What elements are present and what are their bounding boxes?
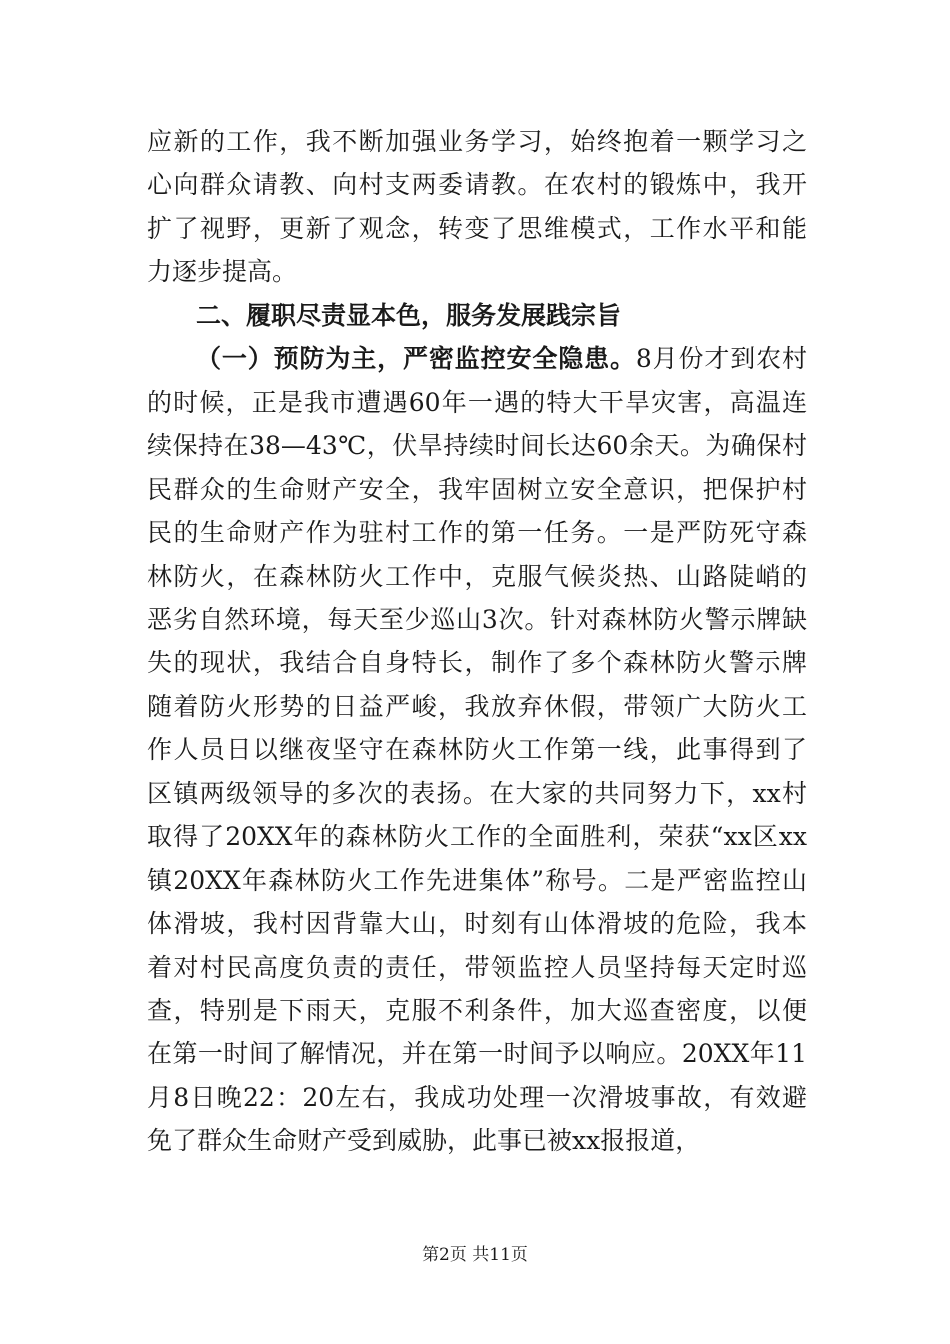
paragraph-line: 林防火，在森林防火工作中，克服气候炎热、山路陡峭的 <box>147 562 807 591</box>
section-heading: 二、履职尽责显本色，服务发展践宗旨 <box>196 301 622 330</box>
paragraph-line: 续保持在38—43℃，伏旱持续时间长达60余天。为确保村 <box>147 431 807 460</box>
page-footer: 第2页 共11页 <box>422 1245 528 1265</box>
paragraph-line: 民群众的生命财产安全，我牢固树立安全意识，把保护村 <box>147 475 807 504</box>
paragraph-line: 失的现状，我结合自身特长，制作了多个森林防火警示牌 <box>147 648 807 677</box>
subsection-first-line-text: 8月份才到农村 <box>635 344 807 373</box>
subsection-first-line <box>196 344 807 374</box>
paragraph-line: 恶劣自然环境，每天至少巡山3次。针对森林防火警示牌缺 <box>147 605 807 634</box>
paragraph-line: 应新的工作，我不断加强业务学习，始终抱着一颗学习之 <box>147 127 807 156</box>
paragraph-line: 扩了视野，更新了观念，转变了思维模式，工作水平和能 <box>147 214 807 243</box>
paragraph-line: 体滑坡，我村因背靠大山，时刻有山体滑坡的危险，我本 <box>147 909 807 938</box>
paragraph-line: 在第一时间了解情况，并在第一时间予以响应。20XX年11 <box>147 1039 807 1068</box>
paragraph-line: 取得了20XX年的森林防火工作的全面胜利，荣获“xx区xx <box>147 822 807 851</box>
paragraph-line: 免了群众生命财产受到威胁，此事已被xx报报道， <box>147 1126 701 1155</box>
paragraph-line: 随着防火形势的日益严峻，我放弃休假，带领广大防火工 <box>147 692 807 721</box>
paragraph-line: 月8日晚22：20左右，我成功处理一次滑坡事故，有效避 <box>147 1083 807 1112</box>
paragraph-line: 的时候，正是我市遭遇60年一遇的特大干旱灾害，高温连 <box>147 388 807 417</box>
paragraph-line: 民的生命财产作为驻村工作的第一任务。一是严防死守森 <box>147 518 807 547</box>
paragraph-line: 区镇两级领导的多次的表扬。在大家的共同努力下，xx村 <box>147 779 807 808</box>
paragraph-line: 查，特别是下雨天，克服不利条件，加大巡查密度，以便 <box>147 996 807 1025</box>
paragraph-line: 力逐步提高。 <box>147 257 298 286</box>
subsection-title: （一）预防为主，严密监控安全隐患。 <box>196 344 636 373</box>
paragraph-line: 着对村民高度负责的责任，带领监控人员坚持每天定时巡 <box>147 953 807 982</box>
paragraph-line: 作人员日以继夜坚守在森林防火工作第一线，此事得到了 <box>147 735 807 764</box>
paragraph-line: 镇20XX年森林防火工作先进集体”称号。二是严密监控山 <box>147 866 807 895</box>
paragraph-line: 心向群众请教、向村支两委请教。在农村的锻炼中，我开 <box>147 170 807 199</box>
